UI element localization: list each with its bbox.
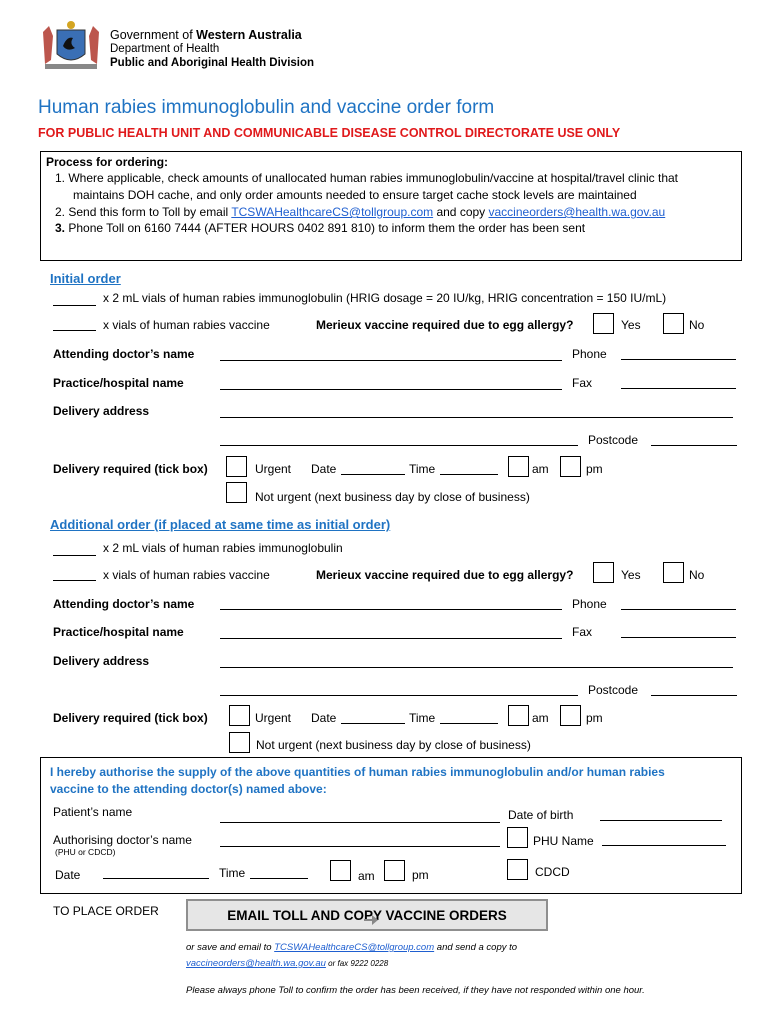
add-yes-label: Yes: [621, 568, 641, 582]
add-doctor-label: Attending doctor’s name: [53, 597, 195, 611]
am-checkbox[interactable]: [508, 456, 529, 477]
confirm-note: Please always phone Toll to confirm the order has been received, if they have not responded within one hour.: [186, 985, 645, 996]
department-name: Department of Health: [110, 43, 220, 55]
merieux-no-checkbox[interactable]: [663, 313, 684, 334]
add-merieux-question: Merieux vaccine required due to egg allergy?: [316, 568, 574, 582]
save-prefix: or save and email to: [186, 942, 275, 953]
patient-name-field[interactable]: [220, 822, 500, 823]
time-field[interactable]: [440, 474, 498, 475]
add-merieux-no-checkbox[interactable]: [663, 562, 684, 583]
wa-crest-logo: [37, 20, 105, 72]
date-label: Date: [311, 462, 337, 476]
phu-name-label: PHU Name: [533, 834, 594, 848]
add-doctor-name-field[interactable]: [220, 609, 562, 610]
auth-date-field[interactable]: [103, 878, 209, 879]
add-am-checkbox[interactable]: [508, 705, 529, 726]
add-practice-field[interactable]: [220, 638, 562, 639]
urgent-label: Urgent: [255, 462, 292, 476]
government-header: [110, 28, 314, 70]
add-delivery-label: Delivery required (tick box): [53, 711, 208, 725]
hrig-label: x 2 mL vials of human rabies immunoglobulin (HRIG dosage = 20 IU/kg, HRIG concentration = 150 IU/mL): [103, 291, 667, 305]
postcode-label: Postcode: [588, 433, 639, 447]
merieux-question: Merieux vaccine required due to egg allergy?: [316, 318, 574, 332]
add-urgent-label: Urgent: [255, 711, 292, 725]
doctor-label: Attending doctor’s name: [53, 347, 195, 361]
copy-email-line: [186, 953, 388, 971]
date-field[interactable]: [341, 474, 405, 475]
to-place-order-label: TO PLACE ORDER: [53, 904, 159, 918]
division-name: Public and Aboriginal Health Division: [110, 57, 315, 69]
auth-am-checkbox[interactable]: [330, 860, 351, 881]
fax-field[interactable]: [621, 388, 736, 389]
page-title: Human rabies immunoglobulin and vaccine order form: [38, 97, 495, 118]
authorise-statement: [50, 764, 665, 798]
use-only-notice: FOR PUBLIC HEALTH UNIT AND COMMUNICABLE DISEASE CONTROL DIRECTORATE USE ONLY: [38, 126, 621, 140]
hrig-qty-field[interactable]: [53, 305, 96, 306]
vaccine-qty-field[interactable]: [53, 330, 96, 331]
add-time-label: Time: [409, 711, 436, 725]
yes-label: Yes: [621, 318, 641, 332]
footer-vaccineorders-link[interactable]: vaccineorders@health.wa.gov.au: [186, 958, 326, 969]
process-step-2: [55, 205, 665, 219]
add-date-field[interactable]: [341, 723, 405, 724]
add-vaccine-label: x vials of human rabies vaccine: [103, 568, 270, 582]
additional-order-heading: Additional order (if placed at same time as initial order): [50, 517, 391, 532]
address-label: Delivery address: [53, 404, 150, 418]
step3-number: 3.: [55, 221, 66, 235]
add-fax-field[interactable]: [621, 637, 736, 638]
dob-field[interactable]: [600, 820, 722, 821]
add-urgent-checkbox[interactable]: [229, 705, 250, 726]
fax-label: Fax: [572, 376, 593, 390]
phone-field[interactable]: [621, 359, 736, 360]
merieux-yes-checkbox[interactable]: [593, 313, 614, 334]
add-time-field[interactable]: [440, 723, 498, 724]
add-merieux-yes-checkbox[interactable]: [593, 562, 614, 583]
time-label: Time: [409, 462, 436, 476]
add-postcode-label: Postcode: [588, 683, 639, 697]
fax-text: or fax 9222 0228: [325, 959, 389, 968]
patient-label: Patient’s name: [53, 805, 133, 819]
phone-label: Phone: [572, 347, 607, 361]
step2-mid: and copy: [433, 205, 489, 219]
auth-doctor-label: Authorising doctor’s name: [53, 833, 192, 847]
add-vaccine-qty-field[interactable]: [53, 580, 96, 581]
address-field-1[interactable]: [220, 417, 733, 418]
add-no-label: No: [689, 568, 705, 582]
auth-time-field[interactable]: [250, 878, 308, 879]
cursor-icon: [364, 912, 378, 926]
add-phone-label: Phone: [572, 597, 607, 611]
gov-prefix: Government of: [110, 28, 197, 42]
process-step-3: [55, 221, 585, 235]
add-hrig-label: x 2 mL vials of human rabies immunoglobulin: [103, 541, 343, 555]
am-label: am: [532, 462, 549, 476]
phu-name-field[interactable]: [602, 845, 726, 846]
auth-pm-label: pm: [412, 868, 429, 882]
email-toll-button[interactable]: [186, 899, 548, 931]
add-hrig-qty-field[interactable]: [53, 555, 96, 556]
add-phone-field[interactable]: [621, 609, 736, 610]
statement-line-2: vaccine to the attending doctor(s) named above:: [50, 782, 327, 796]
add-not-urgent-checkbox[interactable]: [229, 732, 250, 753]
no-label: No: [689, 318, 705, 332]
cdcd-label: CDCD: [535, 865, 570, 879]
footer-toll-email-link[interactable]: TCSWAHealthcareCS@tollgroup.com: [274, 942, 435, 953]
add-not-urgent-label: Not urgent (next business day by close of business): [256, 738, 531, 752]
process-step-1a: 1. Where applicable, check amounts of unallocated human rabies immunoglobulin/vaccine at hospital/travel clinic that: [55, 171, 679, 185]
toll-email-link[interactable]: TCSWAHealthcareCS@tollgroup.com: [231, 205, 434, 219]
email-toll-button-label: EMAIL TOLL AND COPY VACCINE ORDERS: [227, 907, 507, 923]
phu-cdcd-note: (PHU or CDCD): [55, 847, 116, 857]
auth-time-label: Time: [219, 866, 246, 880]
doctor-name-field[interactable]: [220, 360, 562, 361]
practice-label: Practice/hospital name: [53, 376, 184, 390]
vaccineorders-email-link[interactable]: vaccineorders@health.wa.gov.au: [488, 205, 666, 219]
step3-text: Phone Toll on 6160 7444 (AFTER HOURS 0402 891 810) to inform them the order has been sent: [65, 221, 586, 235]
step2-prefix: 2. Send this form to Toll by email: [55, 205, 232, 219]
auth-pm-checkbox[interactable]: [384, 860, 405, 881]
add-address-field-1[interactable]: [220, 667, 733, 668]
not-urgent-label: Not urgent (next business day by close of business): [255, 490, 530, 504]
address-field-2[interactable]: [220, 445, 578, 446]
pm-checkbox[interactable]: [560, 456, 581, 477]
gov-state: Western Australia: [196, 28, 302, 42]
save-suffix: and send a copy to: [434, 942, 518, 953]
add-postcode-field[interactable]: [651, 695, 737, 696]
urgent-checkbox[interactable]: [226, 456, 247, 477]
dob-label: Date of birth: [508, 808, 574, 822]
add-pm-checkbox[interactable]: [560, 705, 581, 726]
delivery-label: Delivery required (tick box): [53, 462, 208, 476]
cdcd-checkbox[interactable]: [507, 859, 528, 880]
process-step-1b: maintains DOH cache, and only order amounts needed to ensure target cache stock levels are maintained: [73, 188, 637, 202]
add-address-label: Delivery address: [53, 654, 150, 668]
phu-checkbox[interactable]: [507, 827, 528, 848]
add-pm-label: pm: [586, 711, 603, 725]
add-am-label: am: [532, 711, 549, 725]
add-address-field-2[interactable]: [220, 695, 578, 696]
not-urgent-checkbox[interactable]: [226, 482, 247, 503]
auth-date-label: Date: [55, 868, 81, 882]
add-date-label: Date: [311, 711, 337, 725]
pm-label: pm: [586, 462, 603, 476]
postcode-field[interactable]: [651, 445, 737, 446]
add-fax-label: Fax: [572, 625, 593, 639]
auth-am-label: am: [358, 869, 375, 883]
auth-doctor-field[interactable]: [220, 846, 500, 847]
vaccine-label: x vials of human rabies vaccine: [103, 318, 270, 332]
process-heading: Process for ordering:: [46, 155, 169, 169]
practice-field[interactable]: [220, 389, 562, 390]
initial-order-heading: Initial order: [50, 271, 121, 286]
add-practice-label: Practice/hospital name: [53, 625, 184, 639]
statement-line-1: I hereby authorise the supply of the above quantities of human rabies immunoglobulin and/or human rabies: [50, 765, 665, 779]
